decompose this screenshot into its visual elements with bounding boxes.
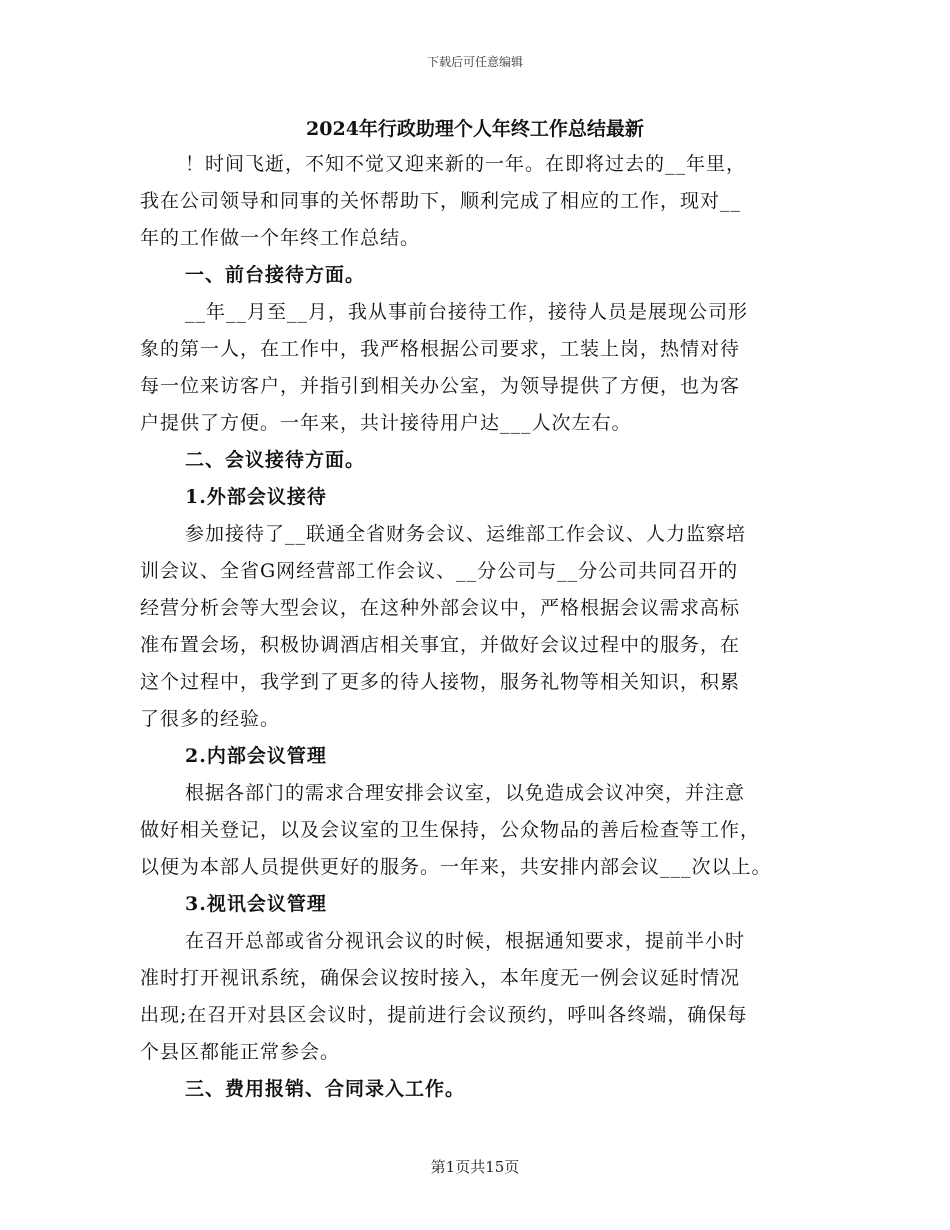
paragraph-line: 经营分析会等大型会议，在这种外部会议中，严格根据会议需求高标 [140,597,741,619]
section-heading: 3.视讯会议管理 [185,893,327,915]
paragraph-line: 以便为本部人员提供更好的服务。一年来，共安排内部会议___次以上。 [140,856,772,878]
paragraph-line: 户提供了方便。一年来，共计接待用户达___人次左右。 [140,412,632,434]
paragraph-line: 在召开总部或省分视讯会议的时候，根据通知要求，提前半小时 [185,930,746,952]
paragraph-line: ！时间飞逝，不知不觉又迎来新的一年。在即将过去的__年里， [185,153,747,175]
paragraph-line: 参加接待了__联通全省财务会议、运维部工作会议、人力监察培 [185,523,747,545]
paragraph-line: 象的第一人，在工作中，我严格根据公司要求，工装上岗，热情对待 [140,338,741,360]
section-heading: 三、费用报销、合同录入工作。 [185,1078,466,1100]
section-heading: 2.内部会议管理 [185,745,327,767]
paragraph-line: 准时打开视讯系统，确保会议按时接入，本年度无一例会议延时情况 [140,967,741,989]
page-number-footer: 第1页共15页 [430,1158,520,1176]
section-heading: 1.外部会议接待 [185,486,327,508]
paragraph-line: 我在公司领导和同事的关怀帮助下，顺利完成了相应的工作，现对__ [140,190,742,212]
paragraph-line: 做好相关登记，以及会议室的卫生保持，公众物品的善后检查等工作， [140,819,761,841]
paragraph-line: 这个过程中，我学到了更多的待人接物，服务礼物等相关知识，积累 [140,671,741,693]
paragraph-line: 了很多的经验。 [140,708,281,730]
section-heading: 一、前台接待方面。 [185,264,366,286]
paragraph-line: 训会议、全省G网经营部工作会议、__分公司与__分公司共同召开的 [140,560,739,582]
page-header-note: 下载后可任意编辑 [426,55,523,69]
paragraph-line: 个县区都能正常参会。 [140,1041,341,1063]
paragraph-line: 根据各部门的需求合理安排会议室，以免造成会议冲突，并注意 [185,782,746,804]
paragraph-line: 出现;在召开对县区会议时，提前进行会议预约，呼叫各终端，确保每 [140,1004,748,1026]
paragraph-line: __年__月至__月，我从事前台接待工作，接待人员是展现公司形 [185,301,749,323]
section-heading: 二、会议接待方面。 [185,449,366,471]
document-title: 2024年行政助理个人年终工作总结最新 [306,118,644,140]
paragraph-line: 年的工作做一个年终工作总结。 [140,227,421,249]
paragraph-line: 准布置会场，积极协调酒店相关事宜，并做好会议过程中的服务，在 [140,634,741,656]
paragraph-line: 每一位来访客户，并指引到相关办公室，为领导提供了方便，也为客 [140,375,741,397]
document-body [140,146,830,1108]
